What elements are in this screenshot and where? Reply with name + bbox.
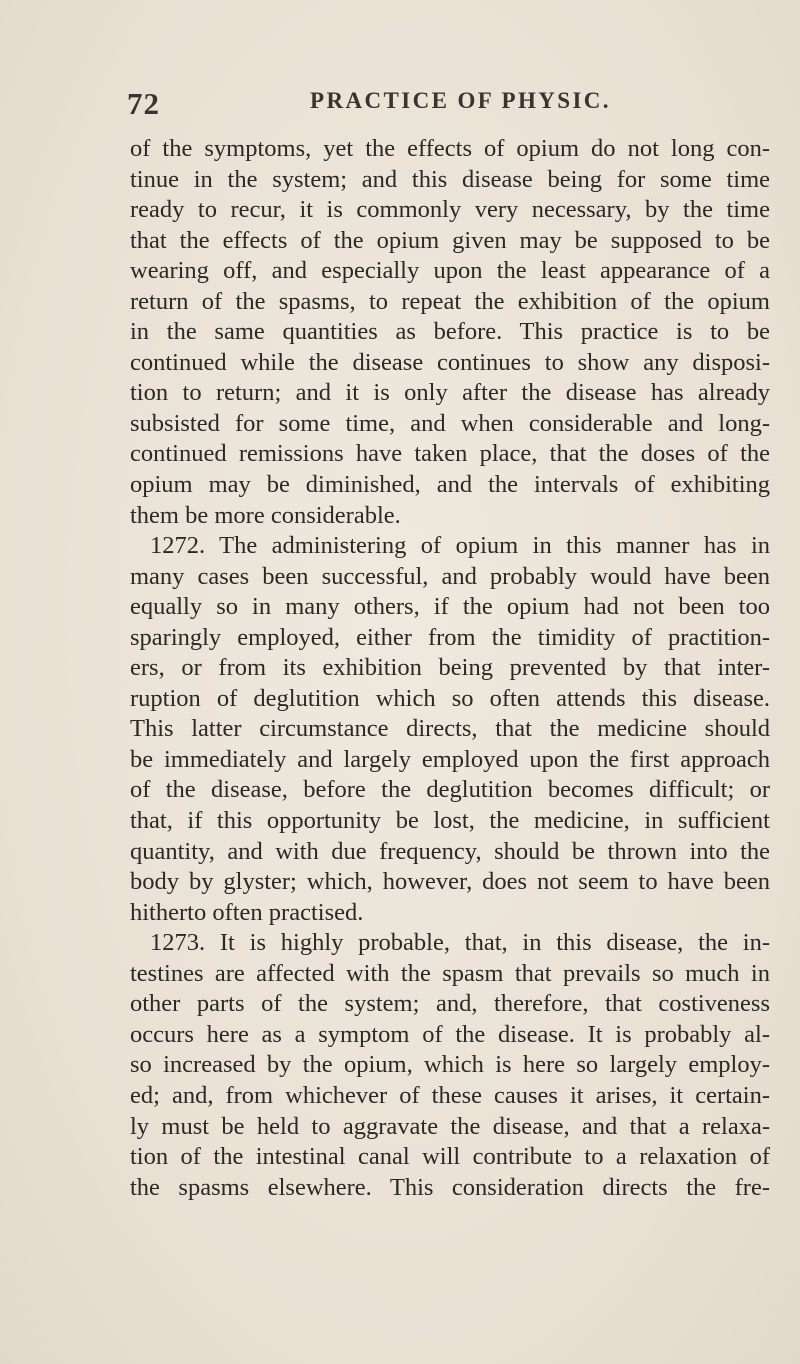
text-line: in the same quantities as before. This practice is to be <box>130 318 770 346</box>
text-line: ready to recur, it is commonly very necessary, by the time <box>130 196 770 224</box>
text-line: quantity, and with due frequency, should be thrown into the <box>130 837 770 865</box>
text-line: return of the spasms, to repeat the exhibition of the opium <box>130 287 770 315</box>
text-line: occurs here as a symptom of the disease. It is probably al- <box>130 1020 770 1048</box>
text-line: the spasms elsewhere. This consideration directs the fre- <box>130 1173 770 1201</box>
text-line: equally so in many others, if the opium had not been too <box>130 593 770 621</box>
text-line: of the disease, before the deglutition becomes difficult; or <box>130 776 770 804</box>
body-text <box>130 134 770 1203</box>
text-line: that the effects of the opium given may be supposed to be <box>130 226 770 254</box>
text-line: subsisted for some time, and when considerable and long- <box>130 409 770 437</box>
page-header <box>127 86 777 122</box>
text-line: that, if this opportunity be lost, the medicine, in sufficient <box>130 807 770 835</box>
paragraph-end-line: hitherto often practised. <box>130 898 364 926</box>
text-line: body by glyster; which, however, does not seem to have been <box>130 868 770 896</box>
text-line: wearing off, and especially upon the least appearance of a <box>130 257 770 285</box>
text-line: This latter circumstance directs, that the medicine should <box>130 715 770 743</box>
text-line: ruption of deglutition which so often attends this disease. <box>130 684 770 712</box>
text-line: ers, or from its exhibition being prevented by that inter- <box>130 654 770 682</box>
text-line: so increased by the opium, which is here so largely employ- <box>130 1051 770 1079</box>
text-line: other parts of the system; and, therefore, that costiveness <box>130 990 770 1018</box>
paragraph-start-1272: 1272. The administering of opium in this manner has in <box>150 532 770 560</box>
text-line: many cases been successful, and probably would have been <box>130 562 770 590</box>
text-line: of the symptoms, yet the effects of opium do not long con- <box>130 135 770 162</box>
text-line: tion to return; and it is only after the disease has already <box>130 379 770 407</box>
text-line: ly must be held to aggravate the disease, and that a relaxa- <box>130 1112 770 1140</box>
text-line: be immediately and largely employed upon the first approach <box>130 745 770 773</box>
text-line: tinue in the system; and this disease being for some time <box>130 165 770 193</box>
paragraph-start-1273: 1273. It is highly probable, that, in this disease, the in- <box>150 929 770 957</box>
paragraph-end-line: them be more considerable. <box>130 501 401 529</box>
text-line: continued remissions have taken place, that the doses of the <box>130 440 770 468</box>
text-line: sparingly employed, either from the timidity of practition- <box>130 623 770 651</box>
text-line: opium may be diminished, and the intervals of exhibiting <box>130 471 770 499</box>
text-line: continued while the disease continues to show any disposi- <box>130 348 770 376</box>
text-line: testines are affected with the spasm that prevails so much in <box>130 959 770 987</box>
text-line: tion of the intestinal canal will contribute to a relaxation of <box>130 1143 770 1171</box>
page-number: 72 <box>127 86 160 121</box>
text-line: ed; and, from whichever of these causes it arises, it certain- <box>130 1081 770 1109</box>
running-head: PRACTICE OF PHYSIC. <box>310 88 611 113</box>
